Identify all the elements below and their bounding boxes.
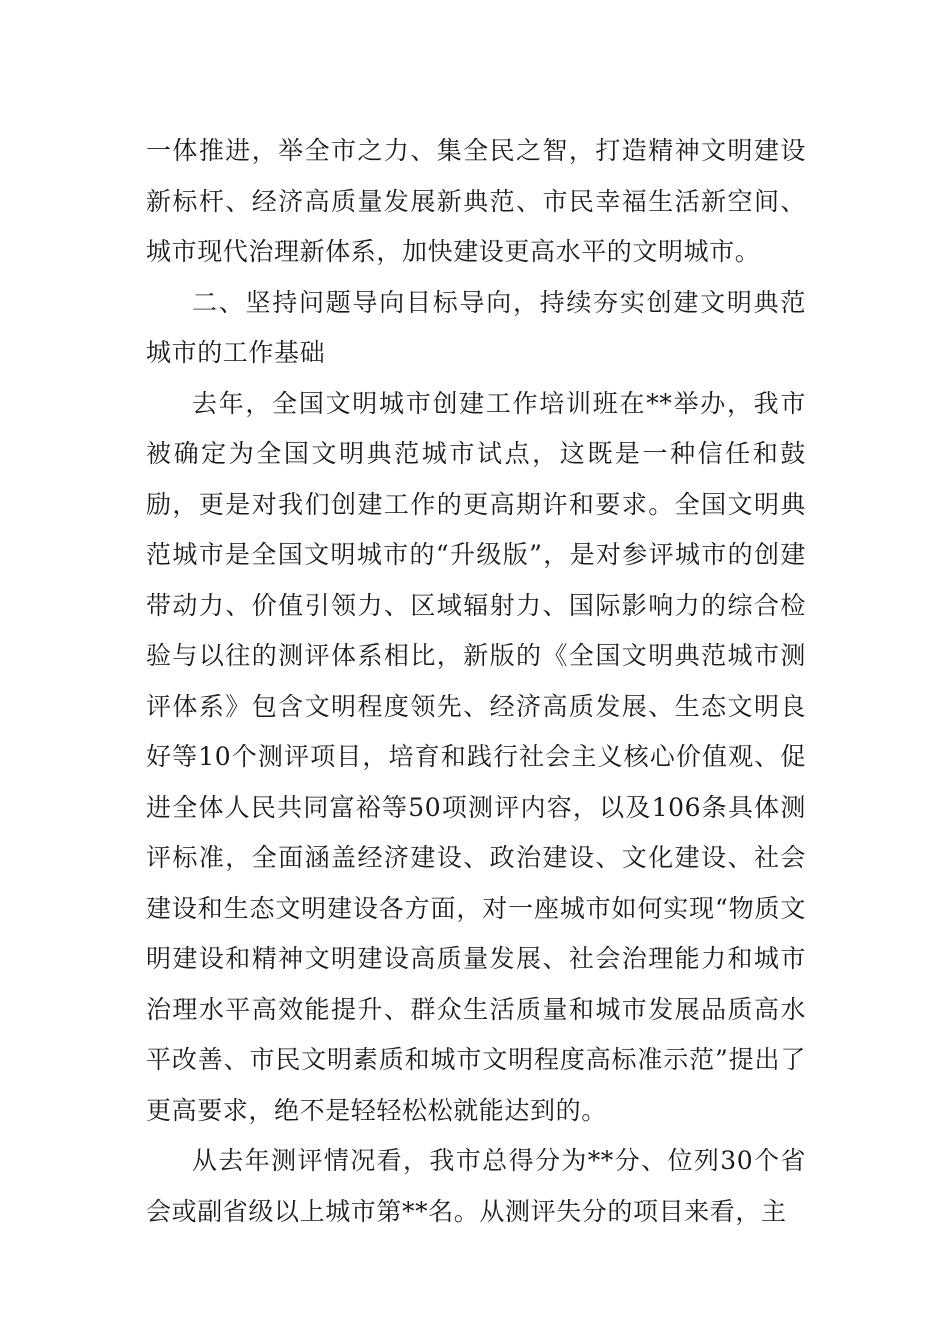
paragraph-continuation: 一体推进，举全市之力、集全民之智，打造精神文明建设新标杆、经济高质量发展新典范、市民幸福生活新空间、城市现代治理新体系，加快建设更高水平的文明城市。	[146, 136, 806, 266]
document-body	[146, 126, 806, 1237]
paragraph-body: 去年，全国文明城市创建工作培训班在**举办，我市被确定为全国文明典范城市试点，这既是一种信任和鼓励，更是对我们创建工作的更高期许和要求。全国文明典范城市是全国文明城市的“升级版”，是对参评城市的创建带动力、价值引领力、区域辐射力、国际影响力的综合检验与以往的测评体系相比，新版的《全国文明典范城市测评体系》包含文明程度领先、经济高质发展、生态文明良好等10个测评项目，培育和践行社会主义核心价值观、促进全体人民共同富裕等50项测评内容，以及106条具体测评标准，全面涵盖经济建设、政治建设、文化建设、社会建设和生态文明建设各方面，对一座城市如何实现“物质文明建设和精神文明建设高质量发展、社会治理能力和城市治理水平高效能提升、群众生活质量和城市发展品质高水平改善、市民文明素质和城市文明程度高标准示范”提出了更高要求，绝不是轻轻松松就能达到的。	[146, 388, 806, 1125]
section-heading: 二、坚持问题导向目标导向，持续夯实创建文明典范城市的工作基础	[146, 287, 806, 367]
paragraph-evaluation: 从去年测评情况看，我市总得分为**分、位列30个省会或副省级以上城市第**名。从测评失分的项目来看，主	[146, 1146, 806, 1226]
